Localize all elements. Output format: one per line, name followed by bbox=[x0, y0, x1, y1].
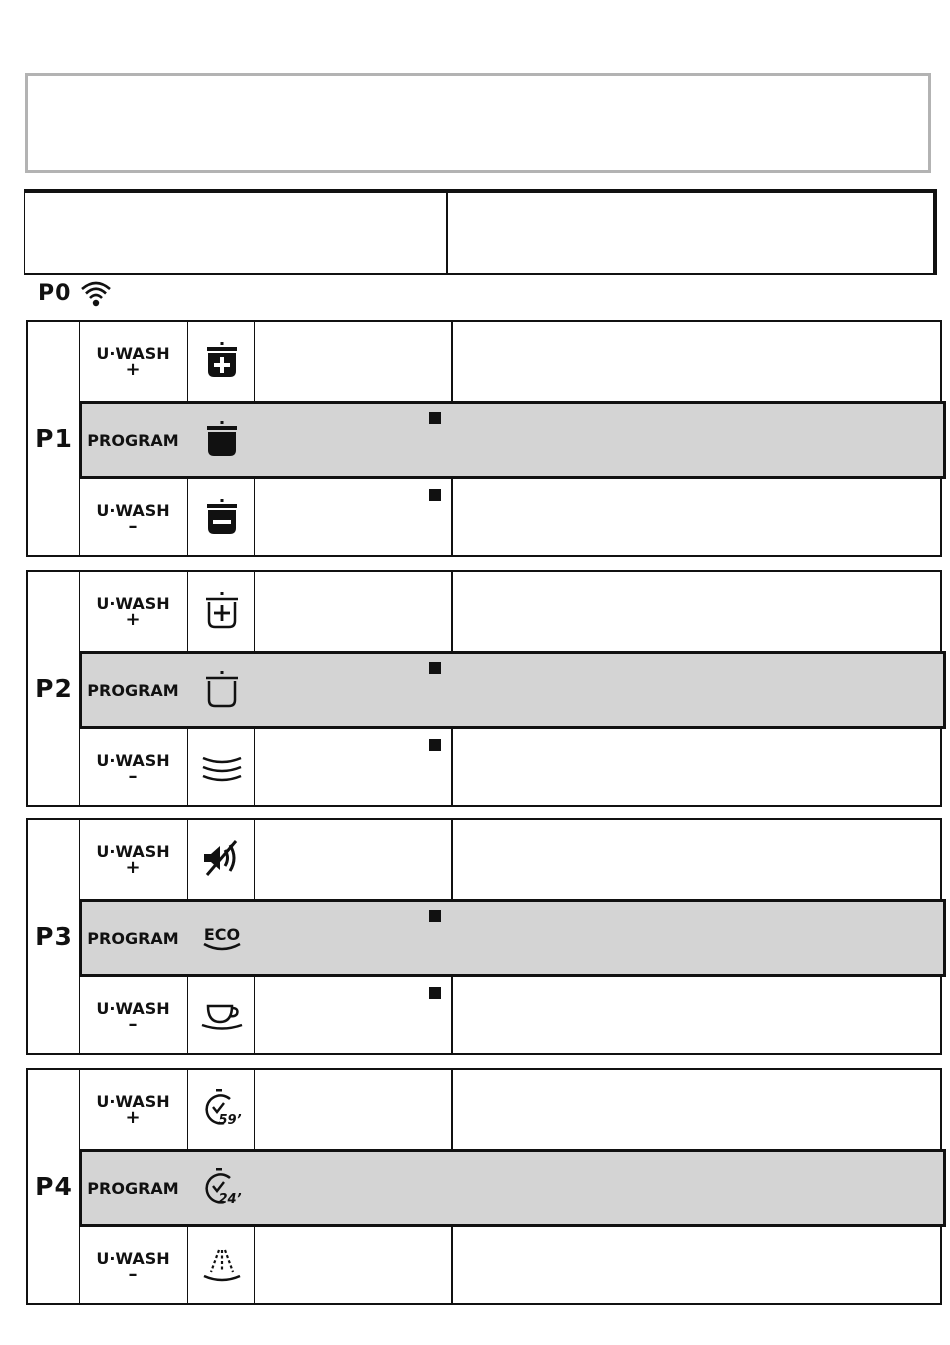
default-marker bbox=[429, 739, 441, 751]
button-label bbox=[79, 322, 187, 400]
button-name: U·WASH bbox=[96, 343, 170, 363]
button-name: U·WASH bbox=[96, 750, 170, 770]
default-marker bbox=[429, 412, 441, 424]
eco-icon bbox=[189, 902, 254, 974]
button-sign: + bbox=[125, 608, 141, 630]
button-label bbox=[79, 729, 187, 807]
button-name: U·WASH bbox=[96, 998, 170, 1018]
button-label bbox=[79, 1070, 187, 1148]
header-divider bbox=[446, 193, 448, 273]
button-label bbox=[79, 572, 187, 650]
default-marker bbox=[429, 910, 441, 922]
program-label: P2 bbox=[35, 674, 73, 703]
timer-24-icon bbox=[189, 1152, 254, 1224]
pot-minus-filled-icon bbox=[189, 479, 254, 557]
button-label bbox=[79, 654, 187, 726]
pot-plus-outline-icon bbox=[189, 572, 254, 650]
default-marker bbox=[429, 987, 441, 999]
option-row bbox=[79, 977, 942, 1055]
button-sign: – bbox=[128, 765, 138, 787]
program-block-p1 bbox=[26, 320, 942, 557]
svg-text:24’: 24’ bbox=[217, 1192, 242, 1207]
button-label bbox=[79, 902, 187, 974]
program-label: P3 bbox=[35, 922, 73, 951]
option-row bbox=[79, 729, 942, 807]
svg-text:ECO: ECO bbox=[203, 925, 240, 944]
pot-filled-icon bbox=[189, 404, 254, 476]
button-label bbox=[79, 1152, 187, 1224]
button-sign: – bbox=[128, 1013, 138, 1035]
waves-icon bbox=[189, 729, 254, 807]
button-label bbox=[79, 977, 187, 1055]
program-block-label-wrap bbox=[28, 572, 80, 805]
wifi-icon bbox=[79, 278, 113, 308]
option-row bbox=[79, 820, 942, 898]
option-row bbox=[79, 572, 942, 650]
title-box bbox=[25, 73, 931, 173]
p0-row bbox=[38, 277, 113, 309]
button-sign: – bbox=[128, 515, 138, 537]
program-block-p3 bbox=[26, 818, 942, 1055]
mute-icon bbox=[189, 820, 254, 898]
button-label bbox=[79, 479, 187, 557]
program-block-label-wrap bbox=[28, 820, 80, 1053]
cup-icon bbox=[189, 977, 254, 1055]
button-name: PROGRAM bbox=[87, 430, 179, 450]
button-label bbox=[79, 1227, 187, 1305]
button-name: U·WASH bbox=[96, 1248, 170, 1268]
option-row bbox=[79, 651, 946, 729]
spray-icon bbox=[189, 1227, 254, 1305]
button-name: U·WASH bbox=[96, 841, 170, 861]
option-row bbox=[79, 899, 946, 977]
button-name: U·WASH bbox=[96, 500, 170, 520]
program-block-label-wrap bbox=[28, 1070, 80, 1303]
pot-plus-filled-icon bbox=[189, 322, 254, 400]
program-label: P4 bbox=[35, 1172, 73, 1201]
pot-outline-icon bbox=[189, 654, 254, 726]
program-label: P1 bbox=[35, 424, 73, 453]
button-name: PROGRAM bbox=[87, 680, 179, 700]
button-sign: + bbox=[125, 856, 141, 878]
default-marker bbox=[429, 662, 441, 674]
button-label bbox=[79, 404, 187, 476]
program-block-label-wrap bbox=[28, 322, 80, 555]
default-marker bbox=[429, 489, 441, 501]
option-row bbox=[79, 1227, 942, 1305]
option-row bbox=[79, 401, 946, 479]
button-name: PROGRAM bbox=[87, 1178, 179, 1198]
svg-text:59’: 59’ bbox=[217, 1113, 242, 1128]
program-block-p2 bbox=[26, 570, 942, 807]
header-table bbox=[24, 189, 937, 275]
option-row bbox=[79, 1070, 942, 1148]
option-row bbox=[79, 1149, 946, 1227]
button-name: PROGRAM bbox=[87, 928, 179, 948]
option-row bbox=[79, 322, 942, 400]
button-sign: – bbox=[128, 1263, 138, 1285]
button-name: U·WASH bbox=[96, 593, 170, 613]
option-row bbox=[79, 479, 942, 557]
button-sign: + bbox=[125, 1106, 141, 1128]
button-name: U·WASH bbox=[96, 1091, 170, 1111]
timer-59-icon bbox=[189, 1070, 254, 1148]
p0-label: P0 bbox=[38, 280, 72, 306]
button-sign: + bbox=[125, 358, 141, 380]
button-label bbox=[79, 820, 187, 898]
program-block-p4 bbox=[26, 1068, 942, 1305]
